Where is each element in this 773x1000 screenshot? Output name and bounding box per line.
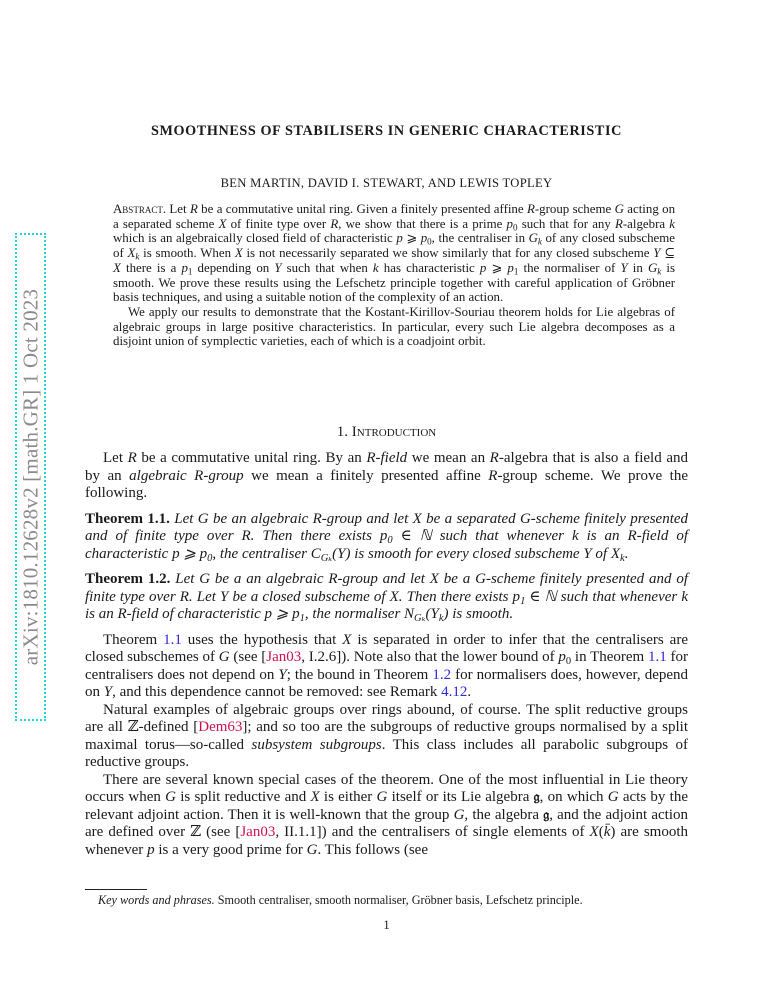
subscript: k [657,266,662,277]
text: is smooth. We prove these results using the Lefschetz principle together with careful application of Gröbner basis techniques, and using a suitable notion of the complexity of an action. [113,260,675,305]
subscript: 1 [520,595,526,607]
math-italic: p [558,649,566,665]
text: , we show that there is a prime [338,216,507,231]
arxiv-stamp [15,233,46,721]
text: acting on a separated scheme [113,202,676,231]
text: depending on [192,260,275,275]
section-number: 1. [336,424,349,440]
text: ]; and so too are the subgroups of reductive groups normalised by a split maximal torus—so-called [85,719,688,753]
math-italic: algebraic R-group [129,467,244,484]
math-italic: R [330,216,339,231]
body-text [85,450,688,859]
abstract [113,202,675,349]
math-italic: p [479,260,487,275]
math-italic: . [624,545,629,562]
cross-reference-link[interactable]: 1.1 [647,649,667,665]
text: such that for any [517,216,615,231]
math-italic: G [528,231,538,246]
text: -group scheme [534,202,615,216]
subscript: k [135,251,140,262]
text: ( [598,824,604,840]
text: . This class includes all parabolic subgroups of reductive groups. [85,736,688,770]
subscript: k [438,613,444,625]
text: , on which [539,789,608,805]
math-italic: Y [274,260,282,275]
abstract-paragraph [113,202,675,305]
math-italic: (Y) is smooth for every closed subscheme Y of X [332,545,621,562]
math-italic: Y [620,260,628,275]
text: is smooth. When [139,246,235,261]
math-italic: G [218,649,230,665]
text: is a very good prime for [154,841,307,858]
theorem-label: Theorem 1.2. [85,571,171,587]
text: itself or its Lie algebra [387,789,534,805]
theorem [85,571,688,624]
text: acts by the relevant adjoint action. Then it is well-known that the group [85,789,688,823]
math-italic: , the normaliser N [304,606,415,622]
text: in Theorem [571,649,648,665]
math-italic: G [614,202,624,216]
text: , II.1.1]) and the centralisers of single elements of [275,824,590,840]
text: is split reductive and [175,789,311,805]
text: has characteristic [378,260,480,275]
text: -group scheme. We prove the following. [85,467,688,501]
text: is either [319,789,377,805]
paper-authors: BEN MARTIN, DAVID I. STEWART, AND LEWIS TOPLEY [220,176,553,190]
subscript: Gₖ [414,613,426,625]
math-italic: p [147,841,155,858]
fraktur-symbol: 𝔤 [543,806,550,823]
theorem [85,511,688,564]
text: is separated in order to infer that the centralisers are closed subschemes of [85,631,688,665]
text: ⊆ [660,246,676,261]
text: the normaliser of [518,260,621,275]
text: , I.2.6]). Note also that the lower bound of [301,649,559,665]
math-italic: G [165,789,176,805]
math-italic: , the centraliser C [212,545,321,562]
theorem-label: Theorem 1.1. [85,510,170,527]
math-italic: X [342,631,352,648]
math-italic: R-field [366,450,408,466]
text: there is a [120,260,182,275]
text: of finite type over [226,216,331,231]
math-italic: X [589,824,599,840]
math-italic: G [376,789,388,805]
text: , and the adjoint action are defined over ℤ (see [ [85,806,689,840]
paragraph [85,772,688,860]
text: Let [103,450,128,466]
math-italic: X [218,216,227,231]
math-italic: p [506,216,513,231]
math-italic: R [489,450,499,466]
paragraph [85,450,688,503]
math-italic: k [372,260,379,275]
math-italic: ∈ ℕ such that whenever k is an R-field of characteristic p ⩾ p [85,588,689,622]
text: be a commutative unital ring. Given a finitely presented affine [197,202,527,216]
text: There are several known special cases of the theorem. One of the most influential in Lie theory occurs when [85,771,688,805]
math-italic: G [647,260,658,275]
citation-link[interactable]: Dem63 [198,719,243,735]
math-italic: G [453,806,465,823]
subscript: 0 [565,656,572,668]
math-italic: p [396,231,403,246]
cross-reference-link[interactable]: 1.1 [163,631,182,648]
text: Smooth centraliser, smooth normaliser, Gröbner basis, Lefschetz principle. [214,893,583,907]
cross-reference-link[interactable]: 4.12 [441,684,468,700]
math-italic: X [113,260,121,275]
math-italic: p [181,260,188,275]
math-italic: R [526,202,535,216]
cross-reference-link[interactable]: 1.2 [432,666,452,683]
text: . This follows (see [317,841,428,858]
text: , and this dependence cannot be removed: see Remark [112,684,442,700]
text: for normalisers does, however, depend on [85,666,689,700]
text: ) are smooth whenever [85,824,688,858]
text: we mean an [407,450,490,466]
math-italic: R [614,216,623,231]
math-italic: subsystem subgroups [251,736,382,753]
math-italic: k [669,216,675,231]
subscript: 1 [187,266,193,277]
math-italic: Y [278,666,287,683]
text: which is an algebraically closed field of characteristic [113,231,397,246]
paper-title: SMOOTHNESS OF STABILISERS IN GENERIC CHARACTERISTIC [151,123,622,139]
footnote [98,893,688,908]
math-italic: Let G be a an algebraic R-group and let X be a G-scheme finitely presented and of finite type over R. Let Y be a closed subscheme of X. Then there exists p [85,571,689,605]
text: Let [166,202,190,216]
text: be a commutative unital ring. By an [136,450,367,466]
section-title: Introduction [351,424,437,440]
text: uses the hypothesis that [181,631,343,648]
text: we mean a finitely presented affine [243,467,489,484]
subscript: k [537,237,542,248]
math-italic: R [127,450,137,466]
text: , the algebra [464,806,544,823]
subscript: 0 [513,222,518,233]
subscript: Gₖ [320,552,333,564]
math-italic: p [420,231,428,246]
subscript: 0 [427,237,432,248]
math-italic: X [310,789,320,805]
math-italic: Y [103,684,113,700]
math-italic: (Y [425,606,439,622]
text: is not necessarily separated we show similarly that for any closed subscheme [242,246,654,261]
small-caps-label: Abstract. [113,202,167,216]
math-italic: p [507,260,514,275]
subscript: 1 [513,266,519,277]
subscript: 0 [387,535,393,547]
math-italic: Key words and phrases. [98,893,215,907]
text: -algebra [622,216,670,231]
section-heading [0,424,773,441]
text: (see [ [229,649,267,665]
math-italic: X [127,246,136,261]
text: . [467,684,472,700]
text: such that when [281,260,373,275]
text: ⩾ [402,231,421,246]
math-italic: ∈ ℕ such that whenever k is an R-field of characteristic p ⩾ p [85,528,688,562]
text: for centralisers does not depend on [85,649,688,683]
text: ⩾ [486,260,508,275]
math-italic: ) is smooth. [443,606,514,622]
math-italic: Let G be an algebraic R-group and let X be a separated G-scheme finitely presented and of finite type over R. Then there exists p [85,510,689,544]
math-italic: Y [653,246,661,261]
math-italic: X [234,246,243,261]
text: of any closed subscheme of [113,231,675,261]
text: , the centraliser in [431,231,529,246]
text: in [627,260,648,275]
text: We apply our results to demonstrate that the Kostant-Kirillov-Souriau theorem holds for Lie algebras of algebraic groups in large positive characteristics. In particular, every such Lie algebra decomposes as a disjoint union of symplectic varieties, each of which is a coadjoint orbit. [113,304,675,349]
math-italic: k̄ [603,824,611,840]
citation-link[interactable]: Jan03 [240,824,276,840]
subscript: 1 [299,613,305,625]
math-italic: G [607,789,619,805]
math-italic: G [306,841,318,858]
text: Theorem [103,631,164,648]
text: Natural examples of algebraic groups over rings abound, of course. The split reductive groups are all ℤ-defined [ [85,701,688,735]
math-italic: R [488,467,498,484]
math-italic: R [189,202,198,216]
footnote-rule [85,889,147,890]
fraktur-symbol: 𝔤 [533,789,540,805]
page-number: 1 [383,918,390,932]
arxiv-stamp-text: arXiv:1810.12628v2 [math.GR] 1 Oct 2023 [18,288,42,666]
citation-link[interactable]: Jan03 [266,649,302,665]
subscript: k [620,552,625,564]
paragraph [85,702,688,772]
abstract-paragraph [113,305,675,349]
text: -algebra that is also a field and by an [85,450,688,484]
subscript: 0 [207,552,213,564]
paragraph [85,632,688,702]
text: ; the bound in Theorem [286,666,433,683]
